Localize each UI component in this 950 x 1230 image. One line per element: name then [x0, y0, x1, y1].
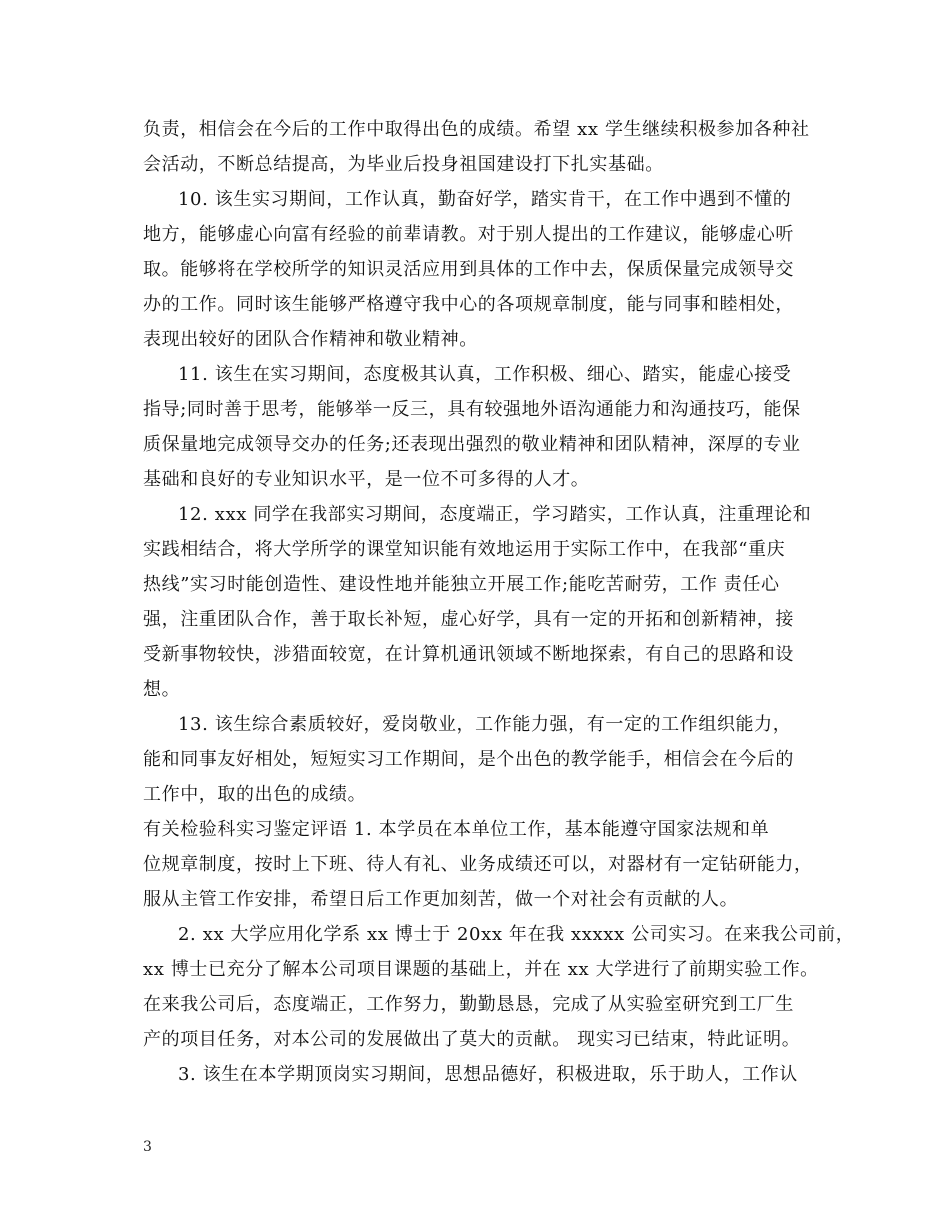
text-line: 能和同事友好相处，短短实习工作期间，是个出色的教学能手，相信会在今后的: [143, 749, 794, 770]
text-line: 有关检验科实习鉴定评语 1. 本学员在本单位工作，基本能遵守国家法规和单: [143, 819, 770, 840]
text-line: 13. 该生综合素质较好，爱岗敬业，工作能力强，有一定的工作组织能力，: [178, 714, 792, 735]
text-line: xx 博士已充分了解本公司项目课题的基础上，并在 xx 大学进行了前期实验工作。: [143, 959, 819, 980]
text-line: 服从主管工作安排，希望日后工作更加刻苦，做一个对社会有贡献的人。: [143, 889, 739, 910]
text-line: 想。: [143, 679, 181, 700]
text-line: 热线”实习时能创造性、建设性地并能独立开展工作;能吃苦耐劳，工作 责任心: [143, 574, 780, 595]
text-line: 位规章制度，按时上下班、待人有礼、业务成绩还可以，对器材有一定钻研能力，: [143, 854, 813, 875]
text-line: 3. 该生在本学期顶岗实习期间，思想品德好，积极进取，乐于助人，工作认: [178, 1064, 798, 1085]
text-line: 实践相结合，将大学所学的课堂知识能有效地运用于实际工作中，在我部“重庆: [143, 539, 786, 560]
text-line: 11. 该生在实习期间，态度极其认真，工作积极、细心、踏实，能虚心接受: [178, 364, 792, 385]
text-line: 办的工作。同时该生能够严格遵守我中心的各项规章制度，能与同事和睦相处，: [143, 294, 794, 315]
text-line: 取。能够将在学校所学的知识灵活应用到具体的工作中去，保质保量完成领导交: [143, 259, 794, 280]
text-line: 工作中，取的出色的成绩。: [143, 784, 367, 805]
text-line: 12. xxx 同学在我部实习期间，态度端正，学习踏实，工作认真，注重理论和: [178, 504, 812, 525]
text-line: 产的项目任务，对本公司的发展做出了莫大的贡献。 现实习已结束，特此证明。: [143, 1029, 801, 1050]
text-line: 10. 该生实习期间，工作认真，勤奋好学，踏实肯干，在工作中遇到不懂的: [178, 189, 792, 210]
text-line: 2. xx 大学应用化学系 xx 博士于 20xx 年在我 xxxxx 公司实习。在来我公司前，: [178, 924, 855, 945]
page-number: 3: [143, 1139, 152, 1155]
text-line: 基础和良好的专业知识水平，是一位不可多得的人才。: [143, 469, 590, 490]
text-line: 指导;同时善于思考，能够举一反三，具有较强地外语沟通能力和沟通技巧，能保: [143, 399, 801, 420]
text-line: 负责，相信会在今后的工作中取得出色的成绩。希望 xx 学生继续积极参加各种社: [143, 119, 810, 140]
text-line: 质保量地完成领导交办的任务;还表现出强烈的敬业精神和团队精神，深厚的专业: [143, 434, 801, 455]
text-line: 会活动，不断总结提高，为毕业后投身祖国建设打下扎实基础。: [143, 154, 664, 175]
text-line: 受新事物较快，涉猎面较宽，在计算机通讯领域不断地探索，有自己的思路和设: [143, 644, 794, 665]
text-line: 在来我公司后，态度端正，工作努力，勤勤恳恳，完成了从实验室研究到工厂生: [143, 994, 794, 1015]
text-line: 表现出较好的团队合作精神和敬业精神。: [143, 329, 478, 350]
text-line: 地方，能够虚心向富有经验的前辈请教。对于别人提出的工作建议，能够虚心听: [143, 224, 794, 245]
text-line: 强，注重团队合作，善于取长补短，虚心好学，具有一定的开拓和创新精神，接: [143, 609, 794, 630]
